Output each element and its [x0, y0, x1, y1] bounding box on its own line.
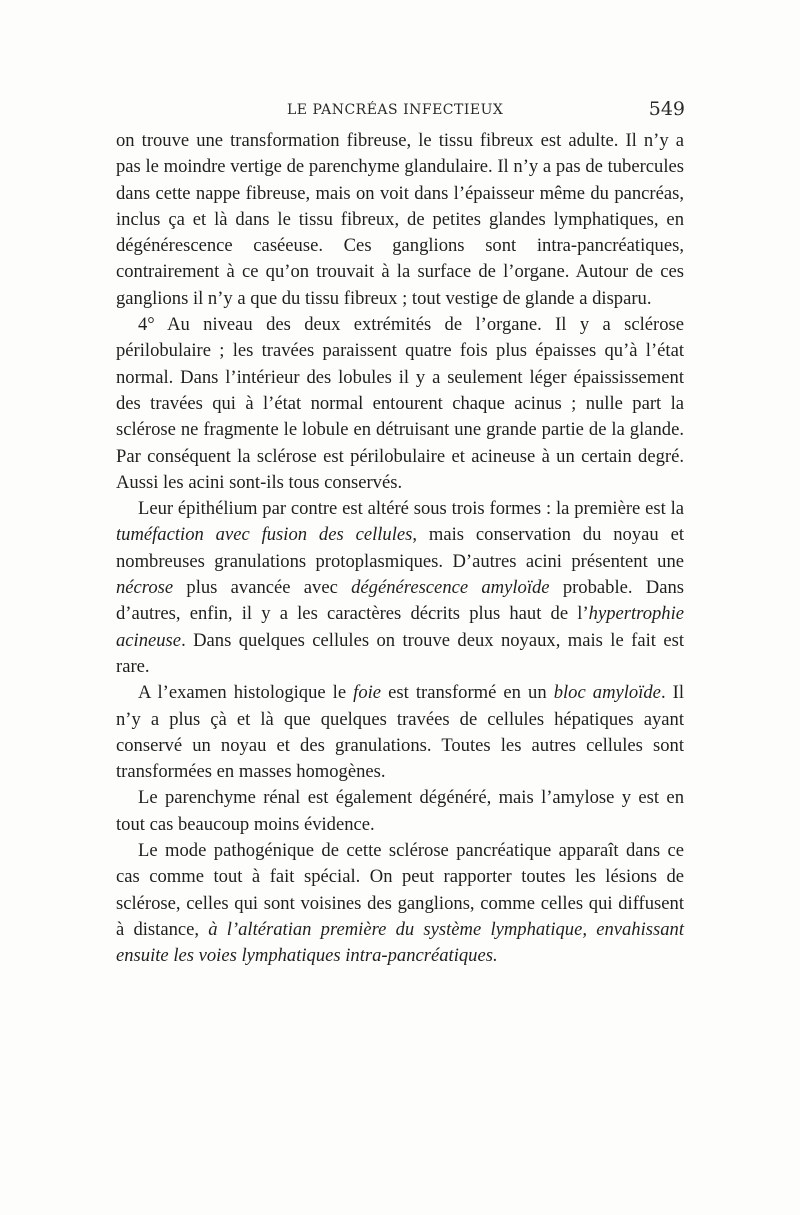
text-run: . Il n’y a plus çà et là que quelques travées de cellules hépatiques ayant conservé un noyau et des granulations. Toutes les autres cellules sont transformées en masses homogènes. [116, 682, 685, 783]
running-title: LE PANCRÉAS INFECTIEUX [287, 102, 504, 118]
text-run: on trouve une transformation fibreuse, le tissu fibreux est adulte. Il n’y a pas le moindre vertige de parenchyme glandulaire. Il n’y a pas de tubercules dans cette nappe fibreuse, mais on voit dans l’épaisseur même du pancréas, inclus ça et là dans le tissu fibreux, de petites glandes lymphatiques, en dégénérescence caséeuse. Ces ganglions sont intra-pancréatiques, contrairement à ce qu’on trouvait à la surface de l’organe. Autour de ces ganglions il n’y a que du tissu fibreux ; tout vestige de glande a disparu. [116, 130, 684, 309]
italic-phrase: nécrose [116, 577, 174, 599]
italic-phrase: à l’altératian première du système lymphatique, envahissant ensuite les voies lymphatiques intra-pancréatiques. [116, 918, 685, 967]
text-run: probable. Dans d’autres, enfin, il y a les caractères décrits plus haut de l’ [116, 577, 684, 625]
paragraph-6 [116, 838, 684, 969]
text-run: est transformé en un [381, 682, 554, 704]
text-run: , mais conservation du noyau et nombreuses granulations protoplasmiques. D’autres acini présentent une [116, 524, 684, 572]
text-run: plus avancée avec [173, 577, 352, 599]
italic-phrase: bloc amyloïde [553, 682, 661, 704]
italic-phrase: foie [353, 682, 382, 704]
paragraph-5 [116, 785, 684, 838]
page-number: 549 [648, 98, 685, 120]
body-text [116, 128, 684, 970]
italic-phrase: hypertrophie acineuse [116, 603, 684, 651]
text-run: 4° Au niveau des deux extrémités de l’organe. Il y a sclérose périlobulaire ; les travées paraissent quatre fois plus épaisses qu’à l’état normal. Dans l’intérieur des lobules il y a seulement léger épaississement des travées qui à l’état normal entourent chaque acinus ; nulle part la sclérose ne fragmente le lobule en détruisant une grande partie de la glande. Par conséquent la sclérose est périlobulaire et acineuse à un certain degré. Aussi les acini sont-ils tous conservés. [116, 314, 684, 493]
page-header [115, 100, 685, 124]
paragraph-1 [116, 128, 684, 312]
paragraph-4 [116, 680, 684, 785]
text-run: A l’examen histologique le [138, 682, 354, 704]
text-run: Le parenchyme rénal est également dégénéré, mais l’amylose y est en tout cas beaucoup moins évidence. [116, 787, 684, 835]
paragraph-3 [116, 496, 684, 680]
text-run: Leur épithélium par contre est altéré sous trois formes : la première est la [138, 498, 684, 520]
text-run: . Dans quelques cellules on trouve deux noyaux, mais le fait est rare. [116, 629, 684, 677]
text-run: Le mode pathogénique de cette sclérose pancréatique apparaît dans ce cas comme tout à fait spécial. On peut rapporter toutes les lésions de sclérose, celles qui sont voisines des ganglions, comme celles qui diffusent à distance, [116, 840, 684, 940]
italic-phrase: tuméfaction avec fusion des cellules [116, 524, 413, 546]
paragraph-2 [116, 312, 684, 496]
italic-phrase: dégénérescence amyloïde [351, 577, 550, 599]
